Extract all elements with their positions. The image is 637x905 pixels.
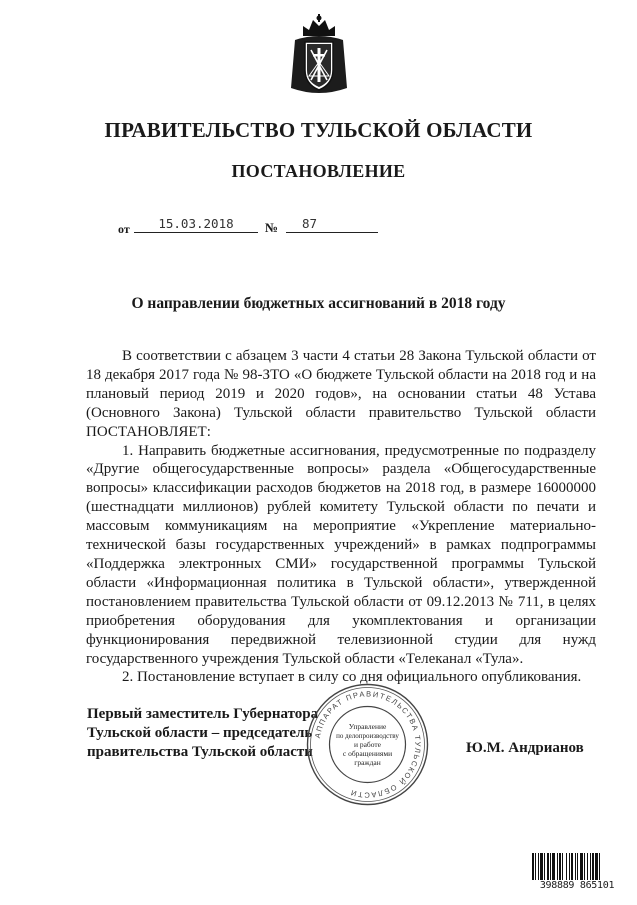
document-number: 87 bbox=[286, 216, 378, 233]
stamp-center-line: по делопроизводству bbox=[336, 732, 399, 740]
stamp-center-line: Управление bbox=[348, 722, 387, 731]
organization-title: ПРАВИТЕЛЬСТВО ТУЛЬСКОЙ ОБЛАСТИ bbox=[104, 118, 533, 142]
barcode-bar bbox=[538, 853, 539, 881]
body-paragraph: 1. Направить бюджетные ассигнования, предусмотренные по подразделу «Другие общегосударственные вопросы» раздела «Общегосударственные вопросы» классификации расходов бюджетов на 2018 год, в размере 16000000 (шестнадцати миллионов) рублей комитету Тульской области по печати и массовым коммуникациям на мероприятие «Укрепление материально-технической базы государственных учреждений» в рамках подпрограммы «Поддержка электронных СМИ» государственной программы Тульской области «Информационная политика в Тульской области», утвержденной постановлением правительства Тульской области от 09.12.2013 № 711, в целях приобретения оборудования для укомплектования и организации функционирования передвижной телевизионной студии для нужд государственного учреждения Тульской области «Телеканал «Тула». bbox=[86, 442, 596, 667]
barcode-bar bbox=[592, 853, 594, 881]
official-stamp-icon bbox=[305, 682, 430, 807]
barcode-bar bbox=[587, 853, 588, 881]
barcode-bar bbox=[580, 853, 583, 881]
barcode-bar bbox=[552, 853, 555, 881]
barcode-number: 398889 865101 bbox=[530, 880, 624, 891]
number-prefix: № bbox=[265, 220, 279, 235]
barcode-bar bbox=[559, 853, 561, 881]
signatory-title-line: Тульской области – председатель bbox=[87, 725, 313, 741]
barcode-bar bbox=[544, 853, 545, 881]
barcode-bar bbox=[595, 853, 598, 881]
barcode-bar bbox=[577, 853, 578, 881]
document-subject: О направлении бюджетных ассигнований в 2018 году bbox=[131, 295, 506, 312]
barcode-bar bbox=[532, 853, 534, 881]
document-body bbox=[86, 347, 596, 687]
barcode-bar bbox=[557, 853, 558, 881]
barcode-bar bbox=[566, 853, 567, 881]
barcode-bar bbox=[590, 853, 591, 881]
body-paragraph: 2. Постановление вступает в силу со дня официального опубликования. bbox=[122, 669, 582, 686]
stamp-center-line: и работе bbox=[353, 740, 382, 749]
signatory-title-line: правительства Тульской области bbox=[87, 744, 313, 760]
date-prefix: от bbox=[118, 222, 130, 236]
barcode-bar bbox=[599, 853, 600, 881]
coat-of-arms-icon bbox=[289, 14, 349, 98]
body-paragraph: В соответствии с абзацем 3 части 4 статьи 28 Закона Тульской области от 18 декабря 2017 года № 98-ЗТО «О бюджете Тульской области на 2018 год и на плановый период 2019 и 2020 годов», на основании статьи 48 Устава (Основного Закона) Тульской области правительство Тульской области ПОСТАНОВЛЯЕТ: bbox=[86, 348, 596, 440]
stamp-ring-text: АППАРАТ ПРАВИТЕЛЬСТВА ТУЛЬСКОЙ ОБЛАСТИ bbox=[312, 689, 423, 800]
barcode-bar bbox=[575, 853, 576, 881]
barcode-bar bbox=[569, 853, 570, 881]
barcode-bar bbox=[550, 853, 551, 881]
date-number-line bbox=[118, 216, 380, 238]
signatory-name: Ю.М. Андрианов bbox=[466, 740, 584, 756]
barcode-bar bbox=[571, 853, 573, 881]
barcode-bar bbox=[535, 853, 536, 881]
stamp-center-line: граждан bbox=[354, 758, 381, 767]
document-date: 15.03.2018 bbox=[134, 216, 258, 233]
signatory-title-line: Первый заместитель Губернатора bbox=[87, 706, 319, 722]
barcode-bar bbox=[584, 853, 585, 881]
document-type: ПОСТАНОВЛЕНИЕ bbox=[231, 161, 406, 181]
barcode-bar bbox=[540, 853, 543, 881]
stamp-center-line: с обращениями bbox=[342, 749, 393, 758]
barcode-bar bbox=[547, 853, 549, 881]
barcode-bar bbox=[562, 853, 563, 881]
